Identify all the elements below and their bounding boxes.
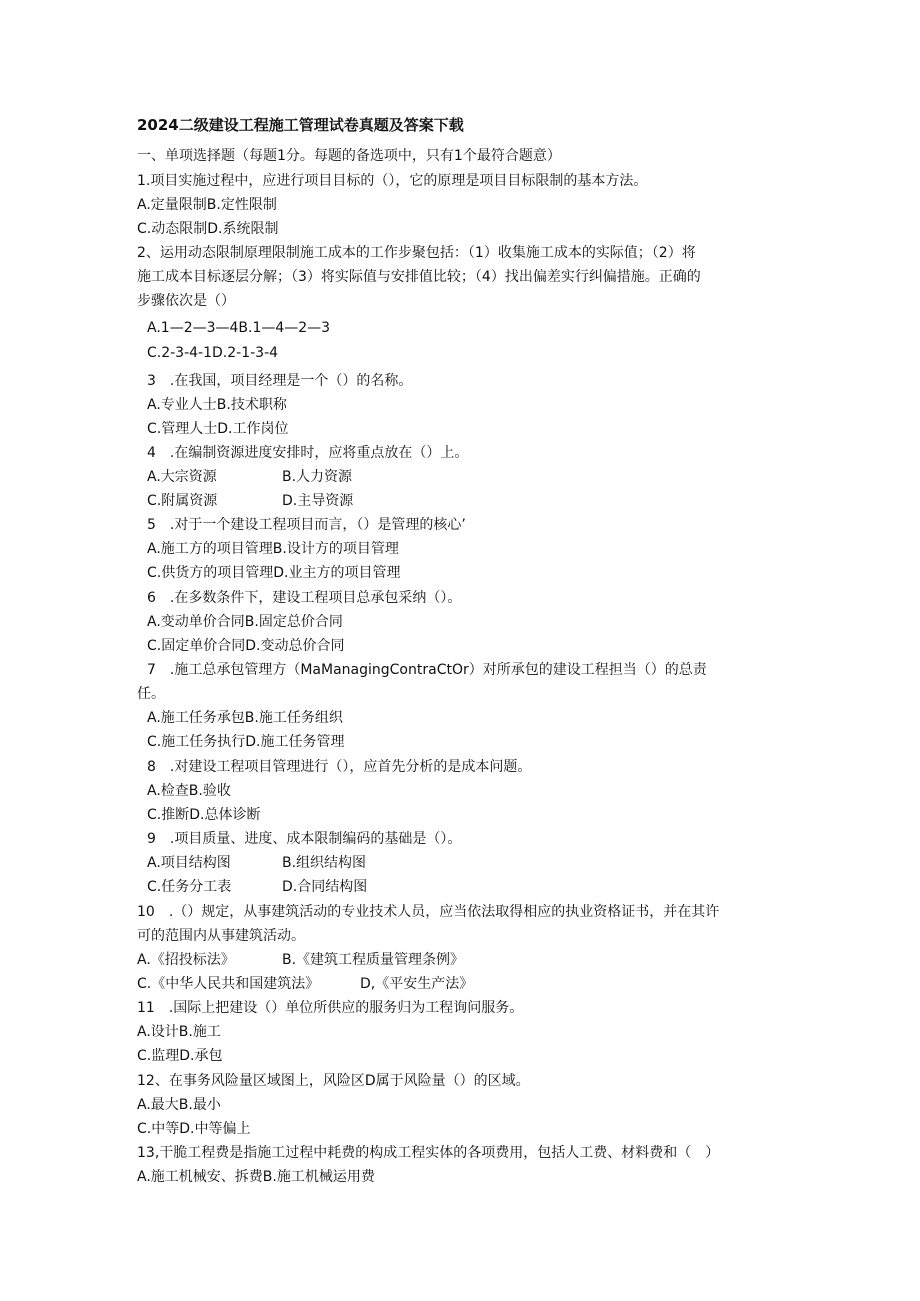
question-2-options-ab: A.1—2—3—4B.1—4—2—3	[147, 320, 331, 336]
question-9-option-a: A.项目结构图	[147, 855, 231, 871]
question-12-options-cd: C.中等D.中等偏上	[137, 1121, 251, 1137]
question-7-options-cd: C.施工任务执行D.施工任务管理	[147, 734, 345, 750]
question-2-stem-line-2: 施工成本目标逐层分解；（3）将实际值与安排值比较；（4）找出偏差实行纠偏措施。正确的	[137, 269, 701, 285]
question-12-stem: 12、在事务风险量区域图上，风险区D属于风险量（）的区域。	[137, 1073, 530, 1089]
question-8-stem: 8 .对建设工程项目管理进行（），应首先分析的是成本问题。	[147, 759, 532, 775]
question-2-stem-line-3: 步骤依次是（）	[137, 293, 235, 309]
question-5-stem: 5 .对于一个建设工程项目而言，（）是管理的核心’	[147, 517, 466, 533]
question-5-options-cd: C.供货方的项目管理D.业主方的项目管理	[147, 565, 401, 581]
section-heading: 一、单项选择题（每题1分。每题的备选项中，只有1个最符合题意）	[137, 148, 561, 164]
document-title: 2024二级建设工程施工管理试卷真题及答案下载	[137, 116, 464, 134]
question-11-stem: 11 .国际上把建设（）单位所供应的服务归为工程询问服务。	[137, 1000, 524, 1016]
question-6-options-cd: C.固定单价合同D.变动总价合同	[147, 638, 345, 654]
question-9-option-c: C.任务分工表	[147, 879, 232, 895]
question-4-option-d: D.主导资源	[282, 493, 354, 509]
question-4-option-b: B.人力资源	[282, 469, 353, 485]
question-2-options-cd: C.2-3-4-1D.2-1-3-4	[147, 345, 279, 361]
question-4-option-c: C.附属资源	[147, 493, 218, 509]
question-3-options-cd: C.管理人士D.工作岗位	[147, 421, 289, 437]
question-5-options-ab: A.施工方的项目管理B.设计方的项目管理	[147, 541, 399, 557]
question-13-options-ab: A.施工机械安、拆费B.施工机械运用费	[137, 1169, 375, 1185]
question-4-stem: 4 .在编制资源进度安排时，应将重点放在（）上。	[147, 445, 469, 461]
question-7-stem-line-1: 7 .施工总承包管理方（MaManagingContraCtOr）对所承包的建设工程担当（）的总责	[147, 662, 707, 678]
question-10-option-c: C.《中华人民共和国建筑法》	[137, 976, 320, 992]
question-8-options-ab: A.检查B.验收	[147, 783, 231, 799]
question-11-options-ab: A.设计B.施工	[137, 1024, 221, 1040]
question-1-stem: 1.项目实施过程中，应进行项目目标的（），它的原理是项目目标限制的基本方法。	[137, 173, 648, 189]
question-10-option-a: A.《招投标法》	[137, 952, 235, 968]
question-9-stem: 9 .项目质量、进度、成本限制编码的基础是（）。	[147, 831, 462, 847]
question-10-stem-line-2: 可的范围内从事建筑活动。	[137, 928, 305, 944]
question-10-option-d: D,《平安生产法》	[360, 976, 474, 992]
question-9-option-d: D.合同结构图	[282, 879, 368, 895]
question-10-option-b: B.《建筑工程质量管理条例》	[282, 952, 465, 968]
question-6-stem: 6 .在多数条件下，建设工程项目总承包采纳（）。	[147, 590, 462, 606]
question-11-options-cd: C.监理D.承包	[137, 1048, 223, 1064]
question-13-stem: 13,干脆工程费是指施工过程中耗费的构成工程实体的各项费用，包括人工费、材料费和（ ）	[137, 1145, 720, 1161]
question-9-option-b: B.组织结构图	[282, 855, 367, 871]
question-3-stem: 3 .在我国，项目经理是一个（）的名称。	[147, 373, 413, 389]
question-6-options-ab: A.变动单价合同B.固定总价合同	[147, 614, 343, 630]
question-3-options-ab: A.专业人士B.技术职称	[147, 397, 287, 413]
question-1-options-ab: A.定量限制B.定性限制	[137, 197, 277, 213]
question-7-options-ab: A.施工任务承包B.施工任务组织	[147, 710, 343, 726]
question-4-option-a: A.大宗资源	[147, 469, 217, 485]
question-1-options-cd: C.动态限制D.系统限制	[137, 221, 279, 237]
question-7-stem-line-2: 任。	[137, 686, 165, 702]
question-12-options-ab: A.最大B.最小	[137, 1097, 221, 1113]
question-10-stem-line-1: 10 .（）规定，从事建筑活动的专业技术人员，应当依法取得相应的执业资格证书，并在其许	[137, 904, 720, 920]
question-2-stem-line-1: 2、运用动态限制原理限制施工成本的工作步聚包括：（1）收集施工成本的实际值；（2）将	[137, 245, 696, 261]
question-8-options-cd: C.推断D.总体诊断	[147, 807, 261, 823]
